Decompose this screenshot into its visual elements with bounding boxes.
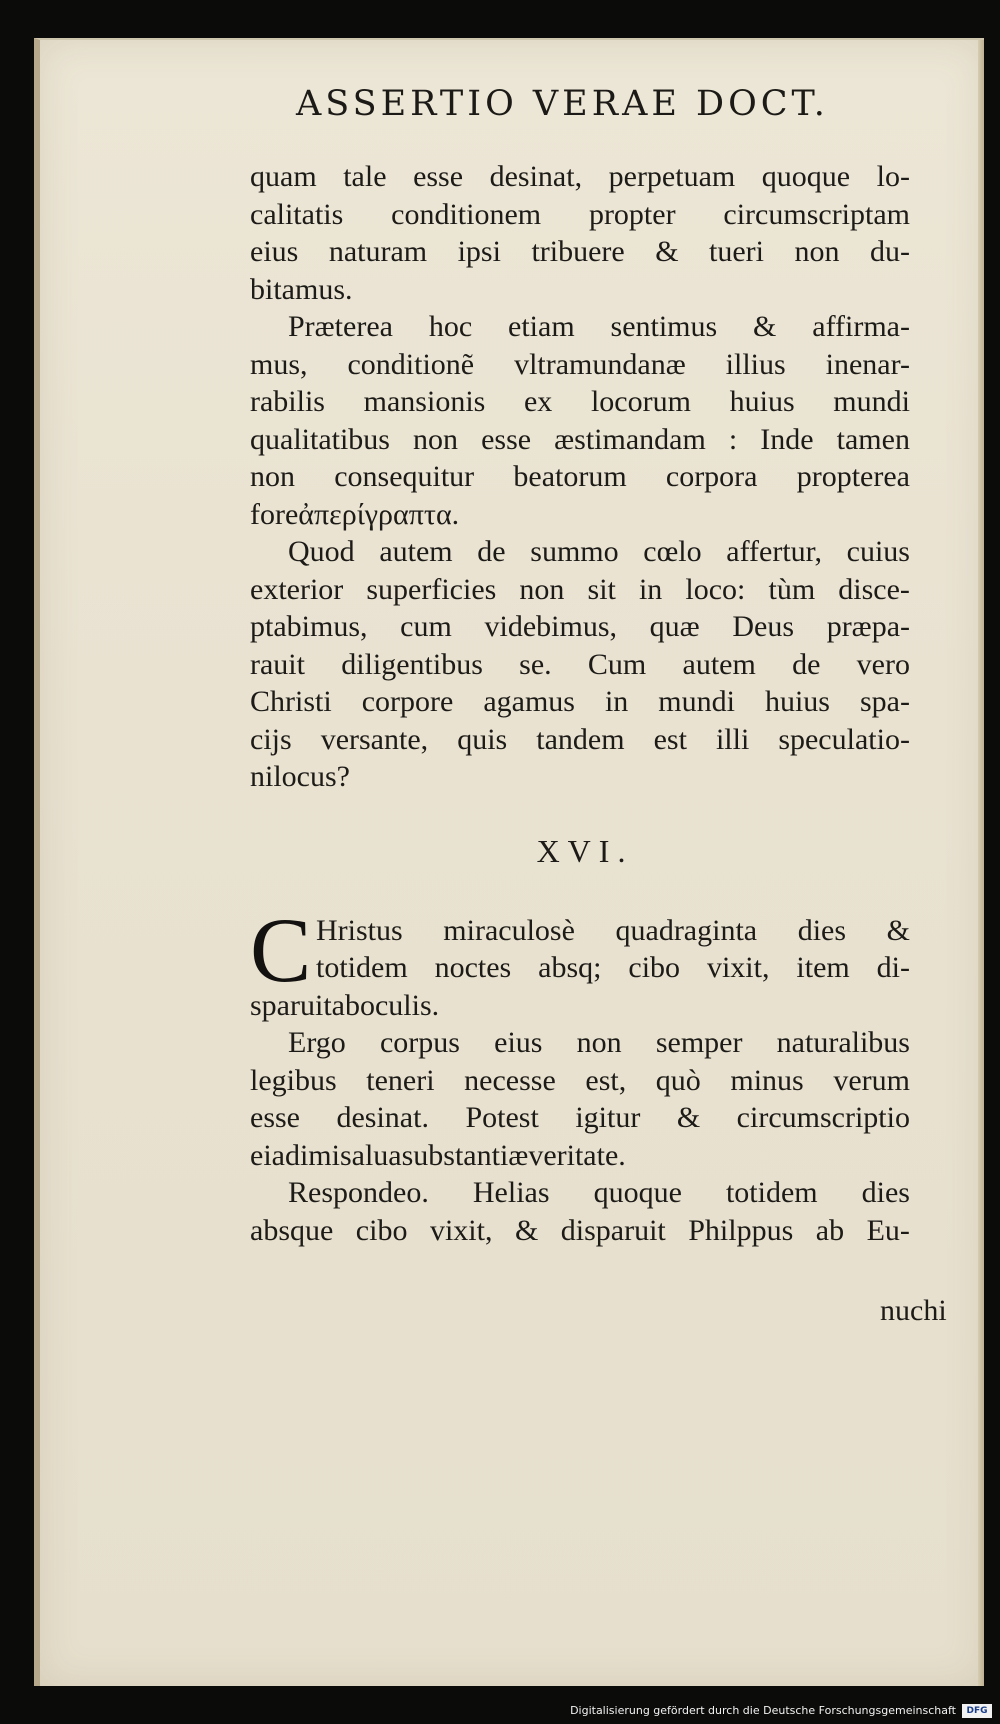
footer-credit: Digitalisierung gefördert durch die Deutsche Forschungsgemeinschaft	[570, 1704, 956, 1717]
text-line: esse desinat. Potest igitur & circumscriptio	[250, 1101, 910, 1134]
paragraphs-after	[250, 1024, 910, 1249]
text-line: qualitatibus non esse ӕstimandam : Inde tamen	[250, 422, 910, 456]
text-line: totidem noctes absq; cibo vixit, item di-	[316, 951, 910, 984]
text-line: calitatis conditionem propter circumscriptam	[250, 197, 910, 231]
text-line: eius naturam ipsi tribuere & tueri non du-	[250, 235, 910, 268]
text-line: absque cibo vixit, & disparuit Philppus ab Eu-	[250, 1213, 910, 1247]
text-line: quam tale esse desinat, perpetuam quoque lo-	[250, 160, 910, 193]
page-edge	[978, 40, 984, 1686]
text-line: ptabimus, cum videbimus, quӕ Deus prӕpa-	[250, 610, 910, 643]
text-line: ei adimi salua substantiӕ veritate.	[250, 1138, 626, 1172]
text-line: ni locus?	[250, 760, 350, 793]
text-line: Respondeo. Helias quoque totidem dies	[288, 1176, 910, 1209]
text-line: Prӕterea hoc etiam sentimus & affirma-	[288, 310, 910, 343]
section-heading: XVI.	[536, 832, 634, 869]
text-line: sparuit ab oculis.	[250, 988, 440, 1022]
initial-paragraph	[250, 898, 910, 1025]
drop-initial: C	[250, 898, 312, 1001]
footer-bar	[0, 1694, 1000, 1724]
running-head: ASSERTIO VERAE DOCT.	[296, 84, 829, 124]
text-line: Hristus miraculosè quadraginta dies &	[316, 913, 910, 947]
text-line: rabilis mansionis ex locorum huius mundi	[250, 385, 910, 418]
text-line: Quod autem de summo cœlo affertur, cuius	[288, 535, 910, 568]
text-line: non consequitur beatorum corpora propterea	[250, 460, 910, 493]
text-line: cijs versante, quis tandem est illi speculatio-	[250, 722, 910, 756]
catchword: nuchi	[880, 1294, 947, 1327]
text-line: legibus teneri necesse est, quò minus verum	[250, 1063, 910, 1097]
text-line: Ergo corpus eius non semper naturalibus	[288, 1026, 910, 1059]
text-line: rauit diligentibus se. Cum autem de vero	[250, 647, 910, 681]
text-line: bitamus.	[250, 272, 353, 306]
text-line: Christi corpore agamus in mundi huius spa-	[250, 685, 910, 718]
text-line: fore ἀπερίγραπτα.	[250, 497, 460, 531]
initial-paragraph-lines	[250, 912, 910, 1025]
text-block	[250, 158, 910, 1249]
paragraphs-before	[250, 158, 910, 796]
dfg-logo-icon: DFG	[962, 1704, 992, 1718]
text-line: exterior superficies non sit in loco: tùm disce-	[250, 572, 910, 606]
text-line: mus, conditionẽ vltramundanӕ illius inenar-	[250, 347, 910, 381]
